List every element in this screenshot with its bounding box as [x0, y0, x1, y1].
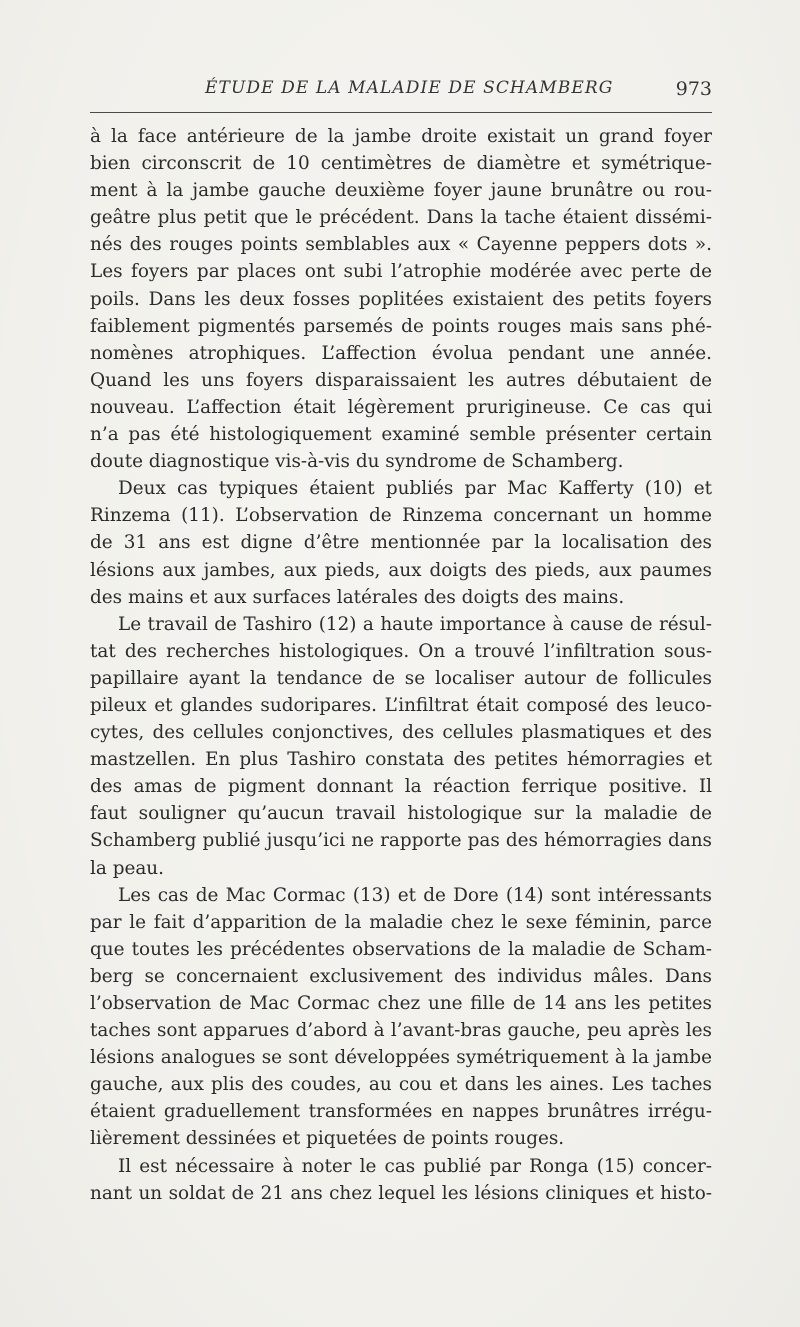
text-line: cytes, des cellules conjonctives, des cellules plasmatiques et des — [90, 722, 712, 744]
text-line: nés des rouges points semblables aux « Cayenne peppers dots ». — [90, 234, 712, 256]
text-line: pileux et glandes sudoripares. L’infiltrat était composé des leuco- — [90, 694, 712, 716]
text-line: Quand les uns foyers disparaissaient les autres débutaient de — [90, 369, 712, 391]
text-line: nouveau. L’affection était légèrement prurigineuse. Ce cas qui — [90, 396, 712, 418]
text-line: de 31 ans est digne d’être mentionnée par la localisation des — [90, 532, 712, 554]
text-line: par le fait d’apparition de la maladie chez le sexe féminin, parce — [90, 911, 712, 933]
text-line: ment à la jambe gauche deuxième foyer jaune brunâtre ou rou- — [90, 180, 712, 202]
text-line: faiblement pigmentés parsemés de points rouges mais sans phé- — [90, 315, 712, 337]
text-line: doute diagnostique vis-à-vis du syndrome de Schamberg. — [90, 451, 624, 473]
text-line: des mains et aux surfaces latérales des doigts des mains. — [90, 586, 625, 608]
text-line: lésions analogues se sont développées symétriquement à la jambe — [90, 1047, 712, 1069]
text-line: poils. Dans les deux fosses poplitées existaient des petits foyers — [90, 288, 712, 310]
text-line: Le travail de Tashiro (12) a haute importance à cause de résul- — [118, 613, 712, 635]
text-line: des amas de pigment donnant la réaction ferrique positive. Il — [90, 776, 712, 798]
text-line: Deux cas typiques étaient publiés par Mac Kafferty (10) et — [118, 478, 712, 500]
text-line: que toutes les précédentes observations de la maladie de Scham- — [90, 938, 712, 960]
page-number: 973 — [675, 78, 712, 100]
text-line: nant un soldat de 21 ans chez lequel les lésions cliniques et histo- — [90, 1182, 712, 1204]
text-line: taches sont apparues d’abord à l’avant-bras gauche, peu après les — [90, 1020, 712, 1042]
text-line: papillaire ayant la tendance de se localiser autour de follicules — [90, 667, 712, 689]
running-title: ÉTUDE DE LA MALADIE DE SCHAMBERG — [205, 78, 614, 98]
text-line: à la face antérieure de la jambe droite existait un grand foyer — [90, 126, 712, 147]
text-line: faut souligner qu’aucun travail histologique sur la maladie de — [90, 803, 712, 825]
text-line: n’a pas été histologiquement examiné semble présenter certain — [90, 424, 712, 446]
text-line: Schamberg publié jusqu’ici ne rapporte pas des hémorragies dans — [90, 830, 712, 852]
body-text — [90, 123, 712, 1207]
text-line: Les foyers par places ont subi l’atrophie modérée avec perte de — [90, 261, 712, 283]
text-line: étaient graduellement transformées en nappes brunâtres irrégu- — [90, 1101, 712, 1123]
text-line: Il est nécessaire à noter le cas publié par Ronga (15) concer- — [118, 1155, 712, 1177]
header-rule — [90, 112, 712, 113]
text-line: gauche, aux plis des coudes, au cou et dans les aines. Les taches — [90, 1074, 712, 1096]
text-line: berg se concernaient exclusivement des individus mâles. Dans — [90, 965, 712, 987]
text-line: la peau. — [90, 857, 165, 879]
text-line: tat des recherches histologiques. On a trouvé l’infiltration sous- — [90, 640, 712, 662]
text-line: bien circonscrit de 10 centimètres de diamètre et symétrique- — [90, 153, 712, 175]
page-header — [90, 74, 712, 104]
text-line: lésions aux jambes, aux pieds, aux doigts des pieds, aux paumes — [90, 559, 712, 581]
text-line: mastzellen. En plus Tashiro constata des petites hémorragies et — [90, 749, 712, 771]
text-line: geâtre plus petit que le précédent. Dans la tache étaient dissémi- — [90, 207, 712, 229]
text-line: Rinzema (11). L’observation de Rinzema concernant un homme — [90, 505, 712, 527]
text-line: lièrement dessinées et piquetées de points rouges. — [90, 1128, 565, 1150]
text-line: Les cas de Mac Cormac (13) et de Dore (14) sont intéressants — [118, 884, 712, 906]
text-line: l’observation de Mac Cormac chez une fille de 14 ans les petites — [90, 993, 712, 1014]
text-line: nomènes atrophiques. L’affection évolua pendant une année. — [90, 342, 712, 364]
